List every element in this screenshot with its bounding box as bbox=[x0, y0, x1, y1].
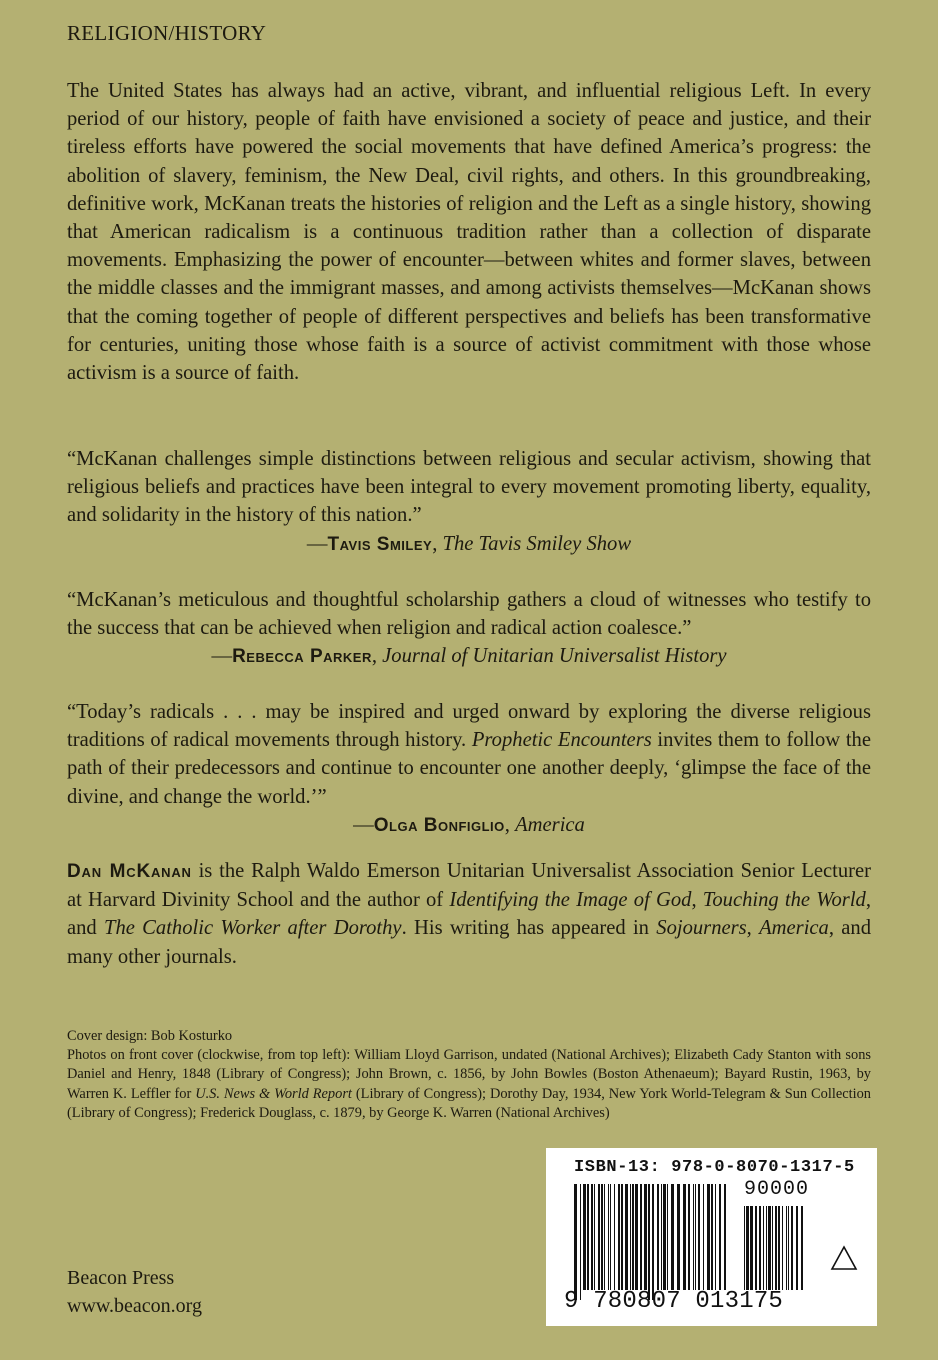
barcode-bar bbox=[630, 1184, 631, 1290]
book-title: Prophetic Encounters bbox=[471, 729, 652, 752]
attribution-separator: , bbox=[432, 532, 443, 555]
endorsement-quote bbox=[67, 586, 871, 672]
barcode-bar bbox=[640, 1184, 642, 1290]
barcode-bar bbox=[652, 1184, 654, 1300]
quote-attribution bbox=[67, 530, 871, 559]
attribution-separator: , bbox=[371, 645, 383, 668]
barcode-bar bbox=[782, 1206, 783, 1290]
barcode-bar bbox=[608, 1184, 609, 1290]
attribution-source: America bbox=[515, 813, 585, 836]
barcode-bar bbox=[688, 1184, 690, 1290]
author-bio bbox=[67, 857, 871, 971]
barcode-bar bbox=[580, 1184, 581, 1300]
book-title: Identifying the Image of God bbox=[449, 889, 692, 912]
barcode-digits: 9 780807 013175 bbox=[564, 1288, 784, 1315]
barcode-bar bbox=[763, 1206, 764, 1290]
bio-text: . His writing has appeared in bbox=[401, 917, 657, 940]
book-description: The United States has always had an active, vibrant, and influential religious Left. In every period of our history, people of faith have envisioned a society of peace and justice, and their tireless efforts have powered the social movements that have defined America’s progress: the abolition of slavery, feminism, the New Deal, civil rights, and others. In this groundbreaking, definitive work, McKanan treats the histories of religion and the Left as a single history, showing that American radicalism is a continuous tradition rather than a collection of disparate movements. Emphasizing the power of encounter—between whites and former slaves, between the middle classes and the immigrant masses, and among activists themselves—McKanan shows that the coming together of people of different perspectives and beliefs has been transformative for centuries, uniting those whose faith is a source of activist commitment with those whose activism is a source of faith. bbox=[67, 80, 871, 385]
quote-text-part: “Today’s radicals . . . may be inspired and urged onward by exploring the diverse religious traditions of radical movements through history. bbox=[67, 701, 871, 752]
quote-text: “McKanan’s meticulous and thoughtful scholarship gathers a cloud of witnesses who testify to the success that can be achieved when religion and radical action coalesce.” bbox=[67, 589, 871, 640]
isbn-barcode bbox=[546, 1148, 877, 1326]
barcode-bar bbox=[759, 1206, 761, 1290]
category-label: RELIGION/HISTORY bbox=[67, 21, 267, 45]
barcode-bar bbox=[698, 1184, 700, 1290]
book-title: The Catholic Worker after Dorothy bbox=[104, 917, 402, 940]
barcode-bar bbox=[598, 1184, 600, 1290]
attribution-name: Tavis Smiley bbox=[327, 533, 433, 555]
barcode-bar bbox=[791, 1206, 793, 1290]
barcode-bar bbox=[766, 1206, 767, 1290]
barcode-bar bbox=[632, 1184, 634, 1290]
barcode-bar bbox=[715, 1184, 716, 1290]
publisher-info bbox=[67, 1264, 202, 1320]
quote-text-part: invites them to follow the path of their predecessors and continue to encounter one another deeply, ‘glimpse the face of the divine, and change the world.’” bbox=[67, 729, 871, 808]
attribution-name: Olga Bonfiglio bbox=[373, 814, 505, 836]
bio-text: , and bbox=[67, 889, 871, 940]
barcode-bar bbox=[786, 1206, 787, 1290]
barcode-bar bbox=[788, 1206, 789, 1290]
barcode-bar bbox=[695, 1184, 696, 1290]
barcode-bar bbox=[618, 1184, 620, 1290]
publication-title: Sojourners bbox=[656, 917, 747, 940]
barcode-bar bbox=[775, 1206, 777, 1290]
photo-credits-text: Photos on front cover (clockwise, from top left): William Lloyd Garrison, undated (National Archives); Elizabeth Cady Stanton with sons Daniel and Henry, 1848 (Library of Congress); John Brown, c. 1856, by John Bowles (Boston Athenaeum); Bayard Rustin, 1963, by Warren K. Leffler for bbox=[67, 1047, 871, 1102]
attribution-source: The Tavis Smiley Show bbox=[442, 532, 632, 555]
bio-text: is the Ralph Waldo Emerson Unitarian Universalist Association Senior Lecturer at Harvard Divinity School and the author of bbox=[67, 860, 871, 912]
barcode-bar bbox=[657, 1184, 659, 1290]
quote-text: “McKanan challenges simple distinctions between religious and secular activism, showing that religious beliefs and practices have been integral to every movement promoting liberty, equality, and solidarity in the history of this nation.” bbox=[67, 448, 871, 527]
barcode-bar bbox=[661, 1184, 662, 1290]
barcode-bar bbox=[591, 1184, 593, 1290]
barcode-bar bbox=[796, 1206, 798, 1290]
barcode-bar bbox=[703, 1184, 704, 1290]
cover-design-credit: Cover design: Bob Kosturko bbox=[67, 1028, 233, 1044]
barcode-bar bbox=[610, 1184, 611, 1290]
barcode-bar bbox=[768, 1206, 771, 1290]
barcode-bar bbox=[801, 1206, 803, 1290]
barcode-bar bbox=[601, 1184, 603, 1290]
barcode-bar bbox=[693, 1184, 694, 1290]
barcode-bar bbox=[671, 1184, 674, 1290]
publication-title: U.S. News & World Report bbox=[195, 1085, 352, 1102]
bio-text: , and many other journals. bbox=[67, 917, 872, 968]
barcode-bar bbox=[711, 1184, 713, 1290]
photo-credits bbox=[67, 1046, 871, 1123]
photo-credits-text: (Library of Congress); Dorothy Day, 1934, New York World-Telegram & Sun Collection (Library of Congress); Frederick Douglass, c. 1879, by George K. Warren (National Archives) bbox=[67, 1085, 871, 1121]
attribution-source: Journal of Unitarian Universalist History bbox=[382, 645, 727, 668]
author-name: Dan McKanan bbox=[67, 861, 192, 882]
publisher-name: Beacon Press bbox=[67, 1267, 175, 1289]
bio-text: , bbox=[691, 889, 703, 912]
publisher-url: www.beacon.org bbox=[67, 1295, 202, 1317]
barcode-bar bbox=[604, 1184, 605, 1290]
barcode-bar bbox=[683, 1184, 686, 1290]
attribution-separator: , bbox=[504, 813, 516, 836]
isbn-label: ISBN-13: 978-0-8070-1317-5 bbox=[574, 1158, 855, 1177]
barcode-bar bbox=[750, 1206, 753, 1290]
quote-attribution bbox=[67, 811, 871, 840]
barcode-bar bbox=[663, 1184, 666, 1290]
quote-text bbox=[67, 698, 871, 811]
barcode-bar bbox=[644, 1184, 647, 1290]
barcode-bar bbox=[625, 1184, 628, 1290]
barcode-bar bbox=[574, 1184, 577, 1300]
cover-credits bbox=[67, 1027, 871, 1123]
attribution-dash: — bbox=[306, 532, 328, 555]
barcode-bar bbox=[707, 1184, 710, 1290]
barcode-bar bbox=[677, 1184, 680, 1290]
quote-attribution bbox=[67, 642, 871, 671]
barcode-bar bbox=[778, 1206, 780, 1290]
barcode-bar bbox=[614, 1184, 615, 1290]
attribution-dash: — bbox=[353, 813, 374, 836]
barcode-bar bbox=[744, 1206, 745, 1290]
triangle-icon bbox=[830, 1245, 858, 1271]
endorsement-quote bbox=[67, 698, 871, 840]
barcode-bar bbox=[587, 1184, 589, 1290]
attribution-name: Rebecca Parker bbox=[232, 646, 372, 668]
book-title: Touching the World bbox=[702, 889, 866, 912]
barcode-bar bbox=[667, 1184, 668, 1290]
barcode-bar bbox=[621, 1184, 623, 1290]
barcode-bar bbox=[635, 1184, 638, 1290]
barcode-bar bbox=[594, 1184, 595, 1290]
barcode-bar bbox=[755, 1206, 757, 1290]
price-code: 90000 bbox=[744, 1178, 810, 1201]
barcode-bar bbox=[724, 1184, 726, 1290]
bio-text: , bbox=[746, 917, 760, 940]
barcode-bar bbox=[746, 1206, 749, 1290]
barcode-bar bbox=[648, 1184, 650, 1300]
endorsement-quote bbox=[67, 445, 871, 559]
barcode-bar bbox=[772, 1206, 773, 1290]
barcode-bar bbox=[583, 1184, 586, 1290]
publication-title: America bbox=[759, 917, 829, 940]
attribution-dash: — bbox=[211, 645, 233, 668]
barcode-bar bbox=[719, 1184, 721, 1290]
